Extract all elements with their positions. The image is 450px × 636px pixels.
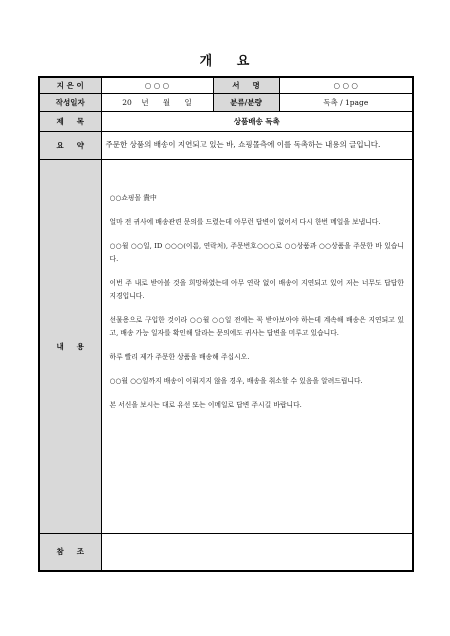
letter-paragraph: 하루 빨리 제가 주문한 상품을 배송해 주십시오. (109, 352, 250, 361)
reference-label: 참 조 (39, 533, 101, 571)
summary-form-table (38, 76, 414, 572)
letter-paragraph: 선물용으로 구입한 것이라 ○○월 ○○일 전에는 꼭 받아보아야 하는데 계속해 배송은 지연되고 있고, 배송 가능 일자를 확인해 달라는 문의에도 귀사는 답변을 미루고 있습니다. (109, 315, 404, 337)
author-value: ○ ○ ○ (101, 77, 213, 93)
summary-label: 요 약 (39, 131, 101, 159)
letter-paragraph: 얼마 전 귀사에 배송관련 문의를 드렸는데 아무런 답변이 없어서 다시 한번 메일을 보냅니다. (109, 217, 381, 226)
letter-body (102, 160, 413, 412)
signature-label: 서 명 (213, 77, 279, 93)
summary-value: 주문한 상품의 배송이 지연되고 있는 바, 쇼핑몰측에 이를 독촉하는 내용의 글입니다. (101, 131, 413, 159)
summary-row (39, 131, 413, 159)
author-label: 지 은 이 (39, 77, 101, 93)
content-label: 내 용 (39, 159, 101, 533)
content-cell (101, 159, 413, 533)
date-value: 20 년 월 일 (101, 93, 213, 111)
reference-row (39, 533, 413, 571)
subject-row (39, 111, 413, 131)
letter-paragraph: ○○월 ○○일까지 배송이 이뤄지지 않을 경우, 배송을 취소할 수 있음을 알려드립니다. (109, 376, 363, 385)
letter-paragraph: 이번 주 내로 받아볼 것을 희망하였는데 아무 연락 없이 배송이 지연되고 있어 저는 너무도 답답한 지경입니다. (109, 278, 404, 300)
signature-value: ○ ○ ○ (279, 77, 413, 93)
document-title: 개 요 (199, 54, 251, 69)
author-row (39, 77, 413, 93)
subject-value: 상품배송 독촉 (101, 111, 413, 131)
category-value: 독촉 / 1page (279, 93, 413, 111)
subject-label: 제 목 (39, 111, 101, 131)
letter-paragraph: 본 서신을 보시는 대로 유선 또는 이메일로 답변 주시길 바랍니다. (109, 400, 302, 409)
content-row (39, 159, 413, 533)
reference-value (101, 533, 413, 571)
letter-paragraph: ○○쇼핑몰 貴中 (109, 193, 157, 202)
category-label: 분류/분량 (213, 93, 279, 111)
date-row (39, 93, 413, 111)
date-label: 작성일자 (39, 93, 101, 111)
letter-paragraph: ○○월 ○○일, ID ○○○(이름, 연락처), 주문번호○○○로 ○○상품과 ○○상품을 주문한 바 있습니다. (109, 241, 404, 263)
